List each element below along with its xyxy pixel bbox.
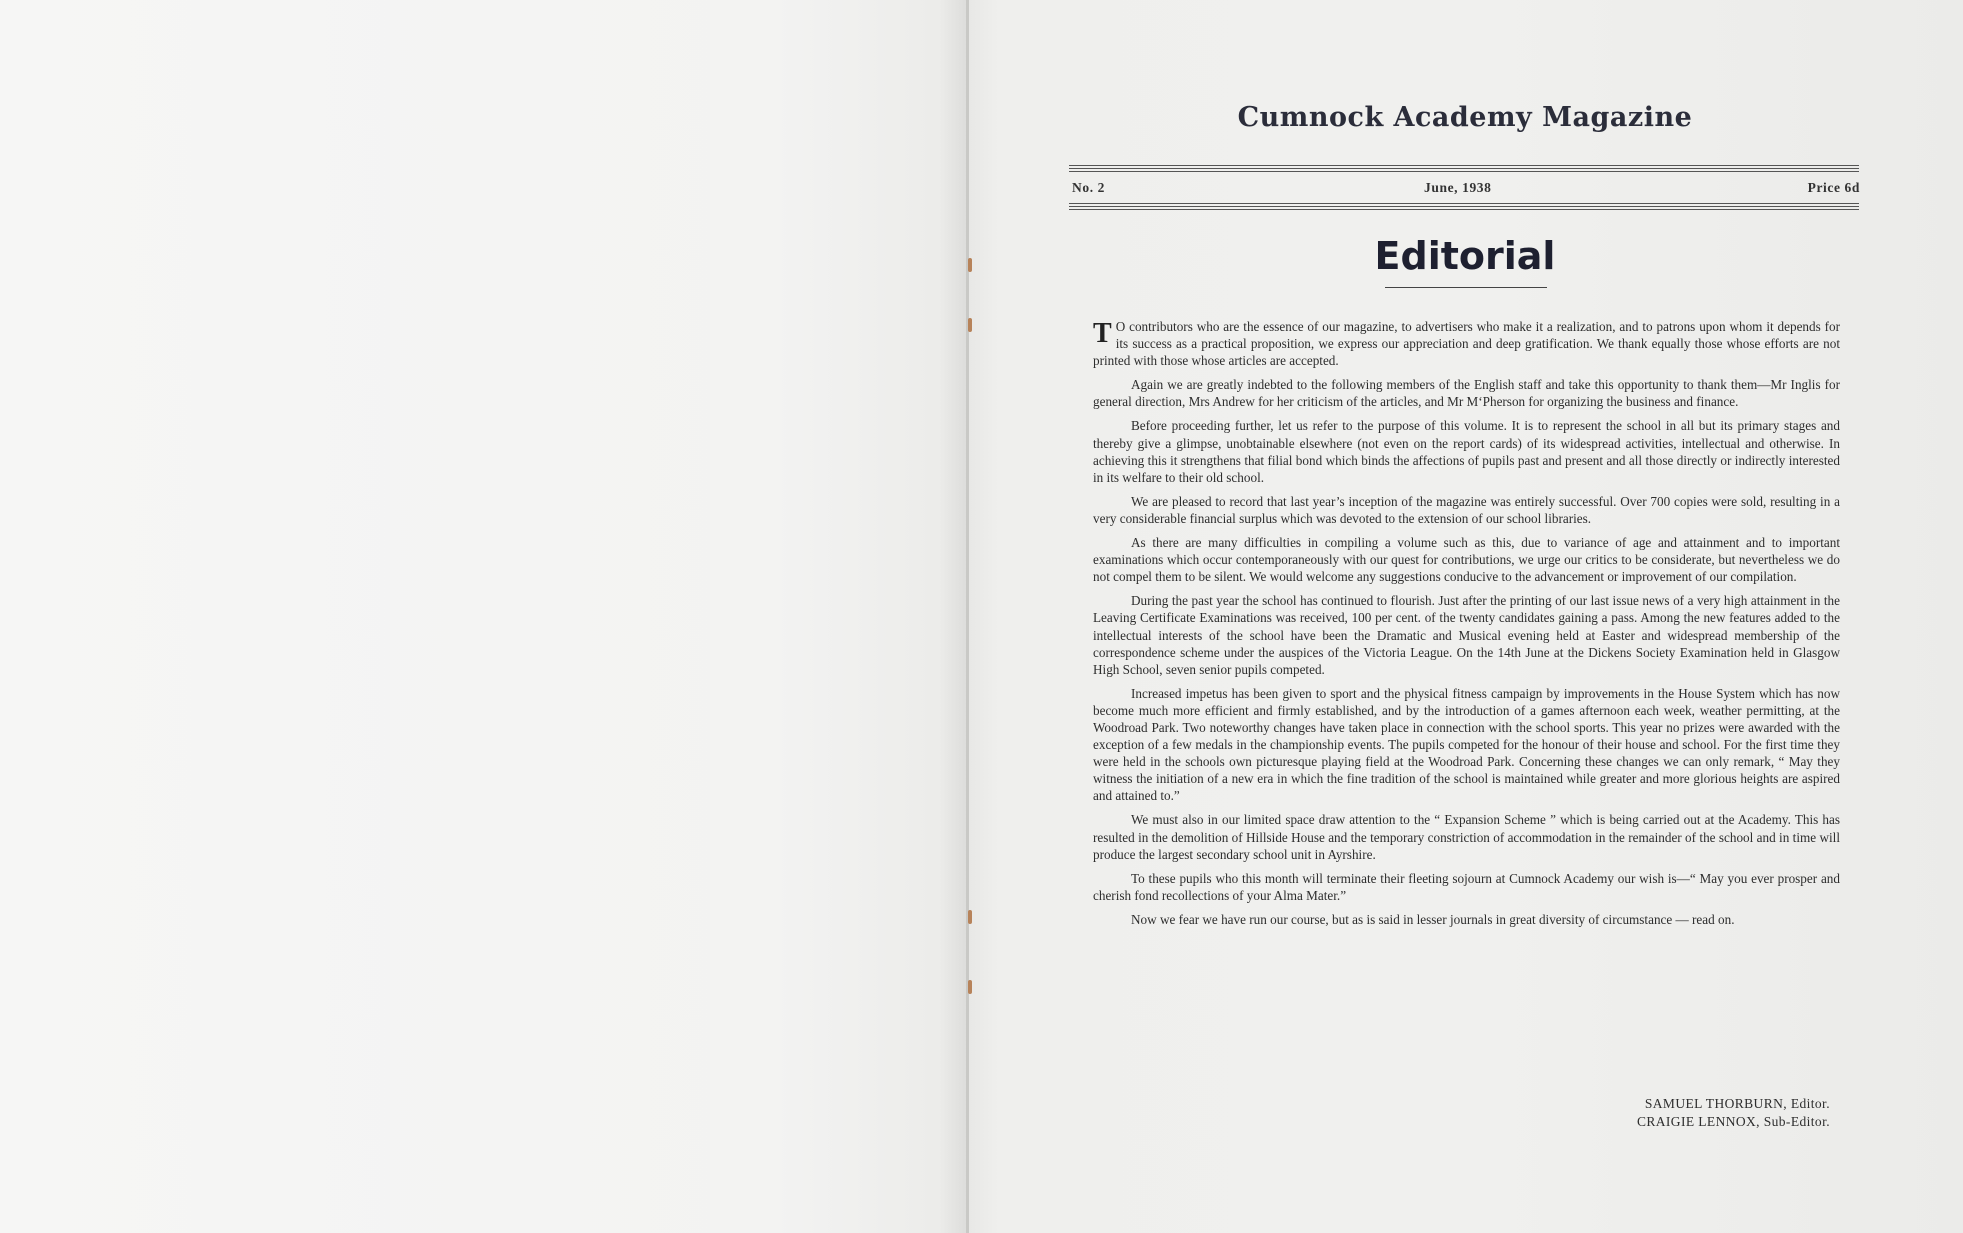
staple-mark bbox=[968, 980, 972, 994]
editorial-paragraph: To these pupils who this month will terminate their fleeting sojourn at Cumnock Academy our wish is—“ May you ever prosper and cherish fond recollections of your Alma Mater.” bbox=[1093, 870, 1840, 903]
editorial-paragraph: During the past year the school has continued to flourish. Just after the printing of our last issue news of a very high attainment in the Leaving Certificate Examinations was received, 100 per cent. of the twenty candidates gaining a pass. Among the new features added to the intellectual interests of the school have been the Dramatic and Musical evening held at Easter and widespread membership of the correspondence scheme under the auspices of the Victoria League. On the 14th June at the Dickens Society Examination held in Glasgow High School, seven senior pupils competed. bbox=[1093, 593, 1840, 677]
signature-block bbox=[1560, 1095, 1830, 1131]
sub-editor-signature: CRAIGIE LENNOX, Sub-Editor. bbox=[1636, 1114, 1830, 1129]
rule-line bbox=[1069, 206, 1859, 207]
staple-mark bbox=[968, 318, 972, 332]
rule-line bbox=[1069, 209, 1859, 210]
rule-line bbox=[1069, 171, 1859, 172]
editorial-paragraph: We are pleased to record that last year’s inception of the magazine was entirely successful. Over 700 copies were sold, resulting in a very considerable financial surplus which was devoted to the extension of our school libraries. bbox=[1093, 493, 1840, 526]
staple-mark bbox=[968, 258, 972, 272]
editorial-paragraph: T O contributors who are the essence of our magazine, to advertisers who make it a realization, and to patrons upon whom it depends for its success as a practical proposition, we express our appreciation and deep gratification. We thank equally those whose efforts are not printed with those whose articles are accepted. bbox=[1093, 318, 1840, 369]
editor-signature: SAMUEL THORBURN, Editor. bbox=[1644, 1096, 1830, 1111]
rule-line bbox=[1069, 168, 1859, 169]
editorial-paragraph: As there are many difficulties in compiling a volume such as this, due to variance of age and attainment and to important examinations which occur contemporaneously with our quest for contributions, we urge our critics to be considerate, but nevertheless we do not compel them to be silent. We would welcome any suggestions conducive to the advancement or improvement of our compilation. bbox=[1093, 535, 1840, 585]
editorial-paragraph: Now we fear we have run our course, but as is said in lesser journals in great diversity of circumstance — read on. bbox=[1131, 911, 1735, 927]
left-blank-page bbox=[0, 0, 968, 1233]
rule-line bbox=[1069, 165, 1859, 166]
staple-mark bbox=[968, 910, 972, 924]
editorial-paragraph: Again we are greatly indebted to the following members of the English staff and take this opportunity to thank them—Mr Inglis for general direction, Mrs Andrew for her criticism of the articles, and Mr M‘Pherson for organizing the business and finance. bbox=[1093, 377, 1840, 410]
editorial-body bbox=[1093, 318, 1840, 935]
issue-date: June, 1938 bbox=[1424, 180, 1492, 195]
editorial-paragraph: We must also in our limited space draw attention to the “ Expansion Scheme ” which is being carried out at the Academy. This has resulted in the demolition of Hillside House and the temporary constriction of accommodation in the remainder of the school and in time will produce the largest secondary school unit in Ayrshire. bbox=[1093, 812, 1840, 862]
magazine-title: Cumnock Academy Magazine bbox=[1237, 102, 1693, 133]
editorial-paragraph: Before proceeding further, let us refer to the purpose of this volume. It is to represent the school in all but its primary stages and thereby give a glimpse, unobtainable elsewhere (not even on the report cards) of its widespread activities, intellectual and otherwise. In achieving this it strengthens that filial bond which binds the affections of pupils past and present and all those directly or indirectly interested in its welfare to their old school. bbox=[1093, 418, 1840, 485]
issue-info-bar bbox=[1072, 176, 1860, 198]
issue-price: Price 6d bbox=[1807, 180, 1860, 195]
editorial-paragraph: Increased impetus has been given to sport and the physical fitness campaign by improvements in the House System which has now become much more efficient and firmly established, and by the introduction of a games afternoon each week, weather permitting, at the Woodroad Park. Two noteworthy changes have taken place in connection with the school sports. This year no prizes were awarded with the exception of a few medals in the championship events. The pupils competed for the honour of their house and school. For the first time they were held in the schools own picturesque playing field at the Woodroad Park. Concerning these changes we can only remark, “ May they witness the initiation of a new era in which the fine tradition of the school is maintained while greater and more glorious heights are aspired and attained to.” bbox=[1093, 685, 1840, 804]
issue-number: No. 2 bbox=[1072, 180, 1105, 195]
heading-underline bbox=[1385, 287, 1547, 288]
rule-line bbox=[1069, 203, 1859, 204]
drop-cap: T bbox=[1093, 318, 1112, 349]
editorial-heading: Editorial bbox=[1374, 234, 1556, 278]
